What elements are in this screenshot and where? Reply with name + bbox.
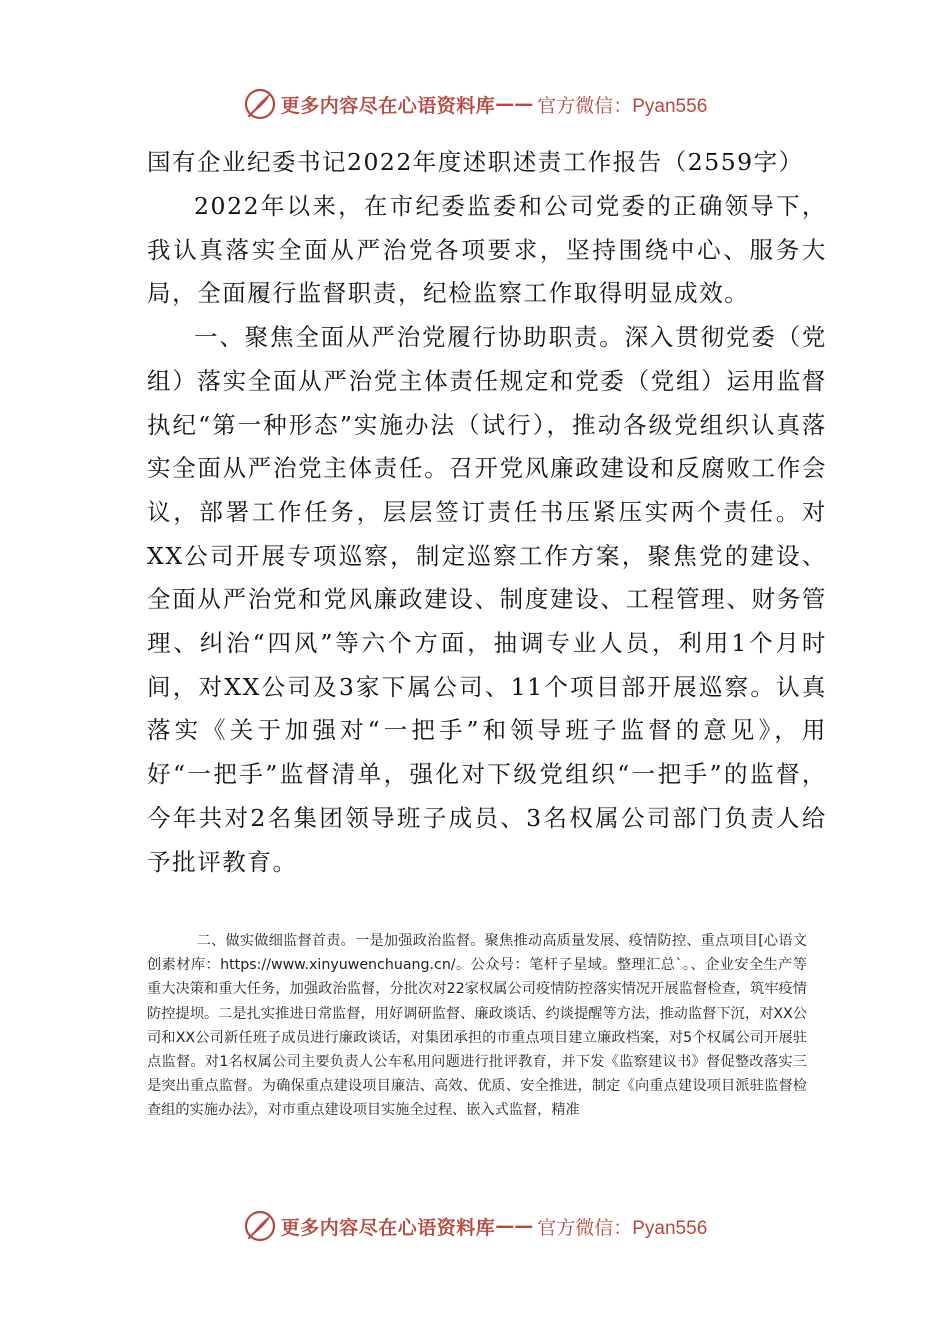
quill-logo-icon: [243, 1209, 277, 1243]
quill-logo-icon: [243, 87, 277, 121]
banner-text: 更多内容尽在心语资料库: [280, 1216, 496, 1239]
document-title: 国有企业纪委书记2022年度述职述责工作报告（2559字）: [147, 148, 804, 176]
banner-separator: ——: [495, 1215, 534, 1237]
paragraph-intro: 2022年以来，在市纪委监委和公司党委的正确领导下，我认真落实全面从严治党各项要求，坚持围绕中心、服务大局，全面履行监督职责，纪检监察工作取得明显成效。: [147, 192, 827, 308]
document-body: [147, 185, 827, 884]
footer-banner: [0, 1206, 950, 1246]
banner-separator: ——: [495, 93, 534, 115]
paragraph-section-two: 二、做实做细监督首责。一是加强政治监督。聚焦推动高质量发展、疫情防控、重点项目[心语文创素材库：https://www.xinyuwenchuang.cn/。公众号：笔杆子星域。整理汇总`。、企业安全生产等重大决策和重大任务，加强政治监督，分批次对22家权属公司疫情防控落实情况开展监督检查，筑牢疫情防控提坝。二是扎实推进日常监督，用好调研监督、廉政谈话、约谈提醒等方法，推动监督下沉，对XX公司和XX公司新任班子成员进行廉政谈话，对集团承担的市重点项目建立廉政档案，对5个权属公司开展驻点监督。对1名权属公司主要负责人公车私用问题进行批评教育，并下发《监察建议书》督促整改落实三是突出重点监督。为确保重点建设项目廉洁、高效、优质、安全推进，制定《向重点建设项目派驻监督检查组的实施办法》，对市重点建设项目实施全过程、嵌入式监督，精准: [147, 933, 807, 1119]
paragraph-section-one: 一、聚焦全面从严治党履行协助职责。深入贯彻党委（党组）落实全面从严治党主体责任规定和党委（党组）运用监督执纪“第一种形态”实施办法（试行），推动各级党组织认真落实全面从严治党主体责任。召开党风廉政建设和反腐败工作会议，部署工作任务，层层签订责任书压紧压实两个责任。对XX公司开展专项巡察，制定巡察工作方案，聚焦党的建设、全面从严治党和党风廉政建设、制度建设、工程管理、财务管理、纠治“四风”等六个方面，抽调专业人员，利用1个月时间，对XX公司及3家下属公司、11个项目部开展巡察。认真落实《关于加强对“一把手”和领导班子监督的意见》，用好“一把手”监督清单，强化对下级党组织“一把手”的监督，今年共对2名集团领导班子成员、3名权属公司部门负责人给予批评教育。: [147, 323, 827, 876]
banner-text: 更多内容尽在心语资料库: [280, 94, 496, 117]
document-body-small: [147, 929, 807, 1123]
header-banner: [0, 84, 950, 124]
banner-wechat: 官方微信：Pyan556: [537, 1217, 708, 1239]
banner-wechat: 官方微信：Pyan556: [537, 95, 708, 117]
